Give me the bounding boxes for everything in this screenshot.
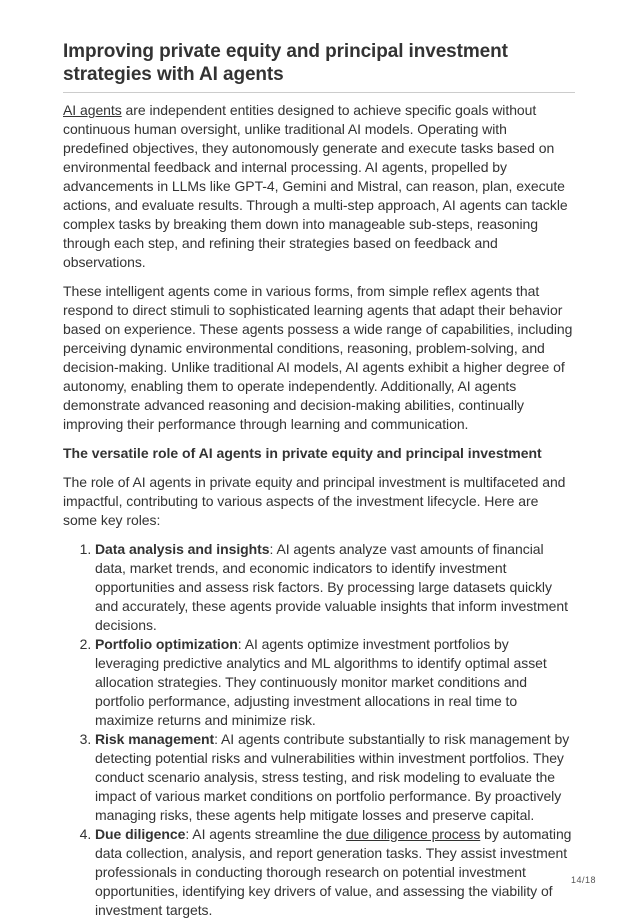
role-term: Due diligence <box>95 826 186 842</box>
document-page <box>63 40 575 920</box>
role-text: by automating data collection, analysis, and report generation tasks. They assist investment professionals in conducting thorough research on potential investment opportunities, identifying key drivers of value, and assessing the viability of investment targets. <box>95 826 572 918</box>
role-term: Data analysis and insights <box>95 541 270 557</box>
due-diligence-process-link[interactable]: due diligence process <box>345 826 481 842</box>
page-title: Improving private equity and principal investment strategies with AI agents <box>63 40 575 93</box>
intro-paragraph <box>63 101 575 272</box>
roles-intro-paragraph: The role of AI agents in private equity and principal investment is multifaceted and impactful, contributing to various aspects of the investment lifecycle. Here are some key roles: <box>63 474 566 528</box>
roles-list <box>63 540 575 920</box>
page-number: 14/18 <box>570 875 596 885</box>
role-term: Risk management <box>95 731 215 747</box>
list-item <box>95 540 575 635</box>
ai-agents-link[interactable]: AI agents <box>63 102 122 118</box>
list-item <box>95 825 575 920</box>
role-text: : AI agents optimize investment portfolios by leveraging predictive analytics and ML algorithms to identify optimal asset allocation strategies. They continuously monitor market conditions and portfolio performance, adjusting investment allocations in real time to maximize returns and minimize risk. <box>95 636 547 728</box>
role-text: : AI agents streamline the <box>185 826 346 842</box>
list-item <box>95 730 575 825</box>
agents-forms-paragraph: These intelligent agents come in various forms, from simple reflex agents that respond to direct stimuli to sophisticated learning agents that adapt their behavior based on experience. These agents possess a wide range of capabilities, including perceiving dynamic environmental conditions, reasoning, problem-solving, and decision-making. Unlike traditional AI models, AI agents exhibit a higher degree of autonomy, enabling them to operate independently. Additionally, AI agents demonstrate advanced reasoning and decision-making abilities, continually improving their performance through learning and communication. <box>63 283 573 432</box>
intro-text: are independent entities designed to achieve specific goals without continuous human oversight, unlike traditional AI models. Operating with predefined objectives, they autonomously generate and execute tasks based on environmental feedback and internal processing. AI agents, propelled by advancements in LLMs like GPT-4, Gemini and Mistral, can reason, plan, execute actions, and evaluate results. Through a multi-step approach, AI agents can tackle complex tasks by breaking them down into manageable sub-steps, reasoning through each step, and refining their strategies based on feedback and observations. <box>63 102 568 270</box>
list-item <box>95 635 575 730</box>
role-term: Portfolio optimization <box>95 636 238 652</box>
role-text: : AI agents contribute substantially to risk management by detecting potential risks and vulnerabilities within investment portfolios. They conduct scenario analysis, stress testing, and risk modeling to evaluate the impact of various market conditions on portfolio performance. By proactively managing risks, these agents help mitigate losses and preserve capital. <box>95 731 570 823</box>
role-text: : AI agents analyze vast amounts of financial data, market trends, and economic indicators to identify investment opportunities and assess risk factors. By processing large datasets quickly and accurately, these agents provide valuable insights that inform investment decisions. <box>95 541 568 633</box>
section-heading: The versatile role of AI agents in private equity and principal investment <box>63 445 542 461</box>
